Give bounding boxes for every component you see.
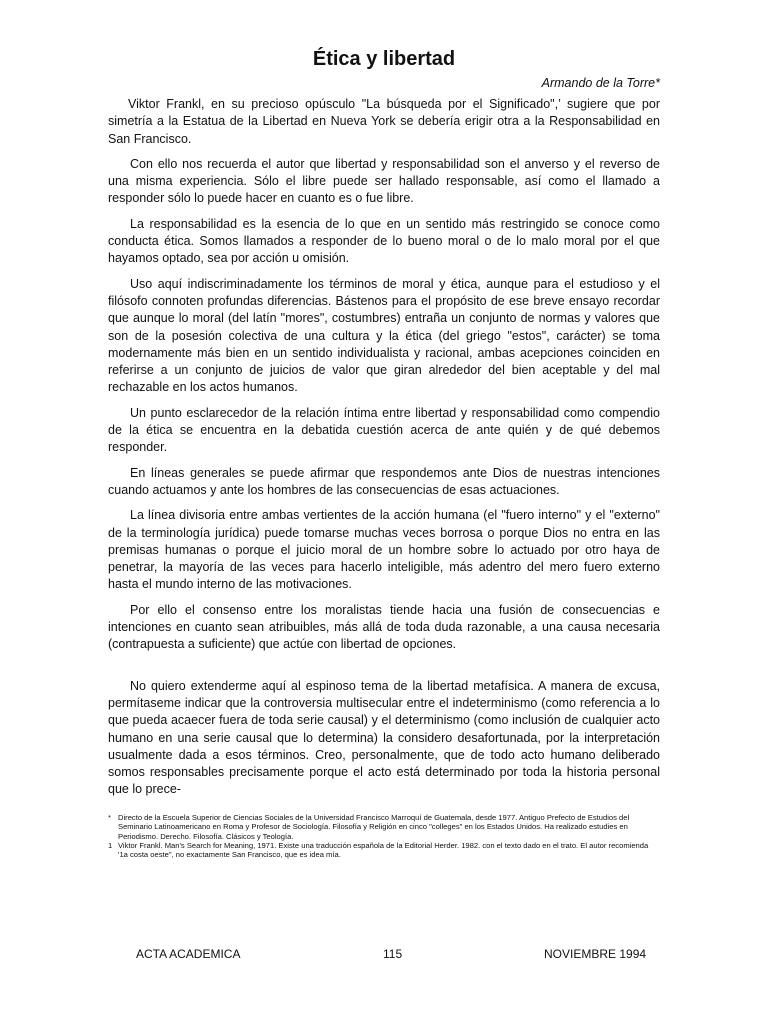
- paragraph: Por ello el consenso entre los moralistas tiende hacia una fusión de consecuencias e intenciones en cuanto sean atribuibles, más allá de toda duda razonable, a una causa necesaria (contrapuesta a suficiente) que actúe con libertad de opciones.: [108, 602, 660, 652]
- footnote: [108, 813, 660, 841]
- paragraph: Un punto esclarecedor de la relación íntima entre libertad y responsabilidad como compendio de la ética se encuentra en la debatida cuestión acerca de ante quién y de qué debemos responder.: [108, 405, 660, 455]
- publication-date: NOVIEMBRE 1994: [544, 947, 647, 961]
- paragraph: Uso aquí indiscriminadamente los términos de moral y ética, aunque para el estudioso y el filósofo connoten profundas diferencias. Bástenos para el propósito de ese breve ensayo recordar que aunque lo moral (del latín "mores", costumbres) entraña un conjunto de normas y valores que son de la posesión colectiva de una cultura y la ética (del griego "estos", carácter) se toma modernamente más bien en un sentido individualista y racional, ambas acepciones coinciden en referirse a un conjunto de juicios de valor que giran alrededor del bien aceptable y del mal rechazable en los actos humanos.: [108, 276, 660, 395]
- paragraph: La responsabilidad es la esencia de lo que en un sentido más restringido se conoce como conducta ética. Somos llamados a responder de lo bueno moral o de lo malo moral por el que hayamos optado, sea por acción u omisión.: [108, 216, 660, 266]
- document-page: [108, 44, 660, 860]
- paragraph: La línea divisoria entre ambas vertientes de la acción humana (el "fuero interno" y el "externo" de la terminología jurídica) puede tomarse muchas veces borrosa o porque Dios no entra en las premisas humanas o porque el juicio moral de un hombre sobre lo actuado por otro haya de penetrar, la mayoría de las veces para hacerlo inteligible, más adentro del mero fuero externo hasta el mundo interno de las motivaciones.: [108, 508, 660, 592]
- paragraph: Con ello nos recuerda el autor que libertad y responsabilidad son el anverso y el reverso de una misma experiencia. Sólo el libre puede ser hallado responsable, así como el llamado a responder sólo lo puede hacer en cuanto es o fue libre.: [108, 156, 660, 206]
- footnotes: [108, 813, 660, 860]
- article-body: [108, 96, 660, 799]
- footnote-text: Viktor Frankl. Man's Search for Meaning, 1971. Existe una traducción española de la Editorial Herder. 1982. con el texto dado en el trato. El autor recomienda '1a costa oeste", no exactamente San Francisco, que es idea mía.: [118, 840, 649, 860]
- document-title: Ética y libertad: [312, 48, 456, 70]
- author-name: Armando de la Torre*: [541, 76, 660, 90]
- paragraph: No quiero extenderme aquí al espinoso tema de la libertad metafísica. A manera de excusa, permítaseme indicar que la controversia multisecular entre el indeterminismo (como referencia a lo que pueda acaecer fuera de toda serie causal) y el determinismo (como inclusión de cualquier acto humano en una serie causal que lo determina) la considero desafortunada, por la interpretación usualmente dada a esos términos. Creo, personalmente, que de todo acto humano deliberado somos responsables precisamente porque el acto está determinado por toda la historia personal que lo prece-: [108, 678, 660, 797]
- page-number: 115: [383, 947, 403, 961]
- footnote-text: Directo de la Escuela Superior de Ciencias Sociales de la Universidad Francisco Marroquí de Guatemala, desde 1977. Antiguo Prefecto de Estudios del Seminario Latinoamericano en Roma y Profesor de Sociología. Filosofía y Religión en cinco "colleges" en los Estados Unidos. Ha realizado estudies en Periodismo. Derecho. Filosofía. Clásicos y Teología.: [118, 812, 630, 841]
- footnote-mark: 1: [108, 840, 113, 850]
- paragraph: Viktor Frankl, en su precioso opúsculo "La búsqueda por el Significado",’ sugiere que por simetría a la Estatua de la Libertad en Nueva York se debería erigir otra a la Responsabilidad en San Francisco.: [108, 97, 660, 146]
- paragraph: En líneas generales se puede afirmar que respondemos ante Dios de nuestras intenciones cuando actuamos y ante los hombres de las consecuencias de esas actuaciones.: [108, 465, 660, 497]
- footnote: [108, 841, 660, 860]
- footnote-mark: *: [108, 812, 111, 822]
- journal-name: ACTA ACADEMICA: [136, 947, 241, 961]
- page-footer: [0, 947, 768, 965]
